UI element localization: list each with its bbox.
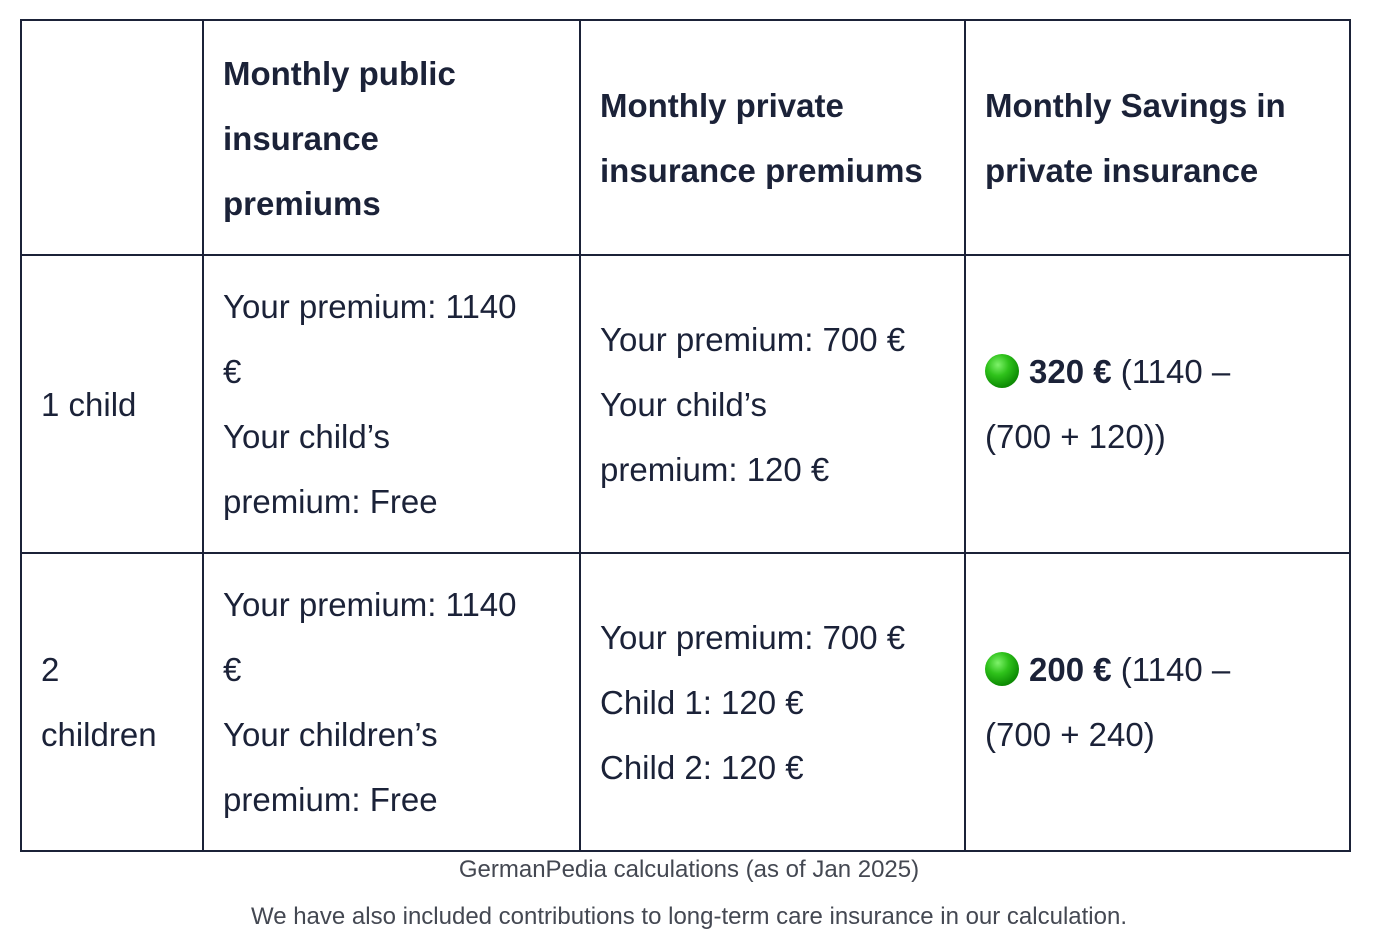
public-premium-line: Your premium: 1140 bbox=[223, 288, 517, 325]
green-circle-icon bbox=[985, 652, 1019, 686]
row-label-cell bbox=[21, 255, 203, 553]
premium-comparison-table-wrapper bbox=[20, 19, 1351, 852]
private-premium-line: Your premium: 700 € bbox=[600, 618, 906, 656]
header-savings-line: Monthly Savings in bbox=[985, 87, 1286, 124]
green-circle-icon bbox=[985, 354, 1019, 388]
row-label-line: 2 bbox=[41, 651, 60, 688]
table-caption-source: GermanPedia calculations (as of Jan 2025) bbox=[458, 856, 920, 883]
header-private-line: Monthly private bbox=[600, 87, 844, 124]
premium-comparison-table bbox=[20, 19, 1351, 852]
savings-cell bbox=[965, 255, 1350, 553]
savings-detail: (1140 – bbox=[1111, 651, 1231, 688]
private-premium-line: Your child’s bbox=[600, 385, 767, 423]
public-premium-cell bbox=[203, 255, 580, 553]
private-premium-line: Your premium: 700 € bbox=[600, 320, 906, 358]
public-premium-line: Your children’s bbox=[223, 716, 438, 753]
public-premium-cell bbox=[203, 553, 580, 851]
public-premium-line: Your premium: 1140 bbox=[223, 586, 517, 623]
header-monthly-savings bbox=[965, 20, 1350, 255]
savings-detail: (1140 – bbox=[1111, 353, 1231, 390]
public-premium-line: premium: Free bbox=[223, 483, 438, 520]
header-empty-cell bbox=[21, 20, 203, 255]
savings-amount: 200 € bbox=[1029, 651, 1112, 688]
header-private-line: insurance premiums bbox=[600, 152, 923, 189]
table-caption-note: We have also included contributions to long-term care insurance in our calculation. bbox=[250, 903, 1128, 930]
savings-line bbox=[985, 637, 1331, 702]
public-premium-line: € bbox=[223, 353, 242, 390]
savings-detail-line: (700 + 240) bbox=[985, 716, 1155, 753]
private-premium-cell bbox=[580, 255, 965, 553]
header-public-line: insurance bbox=[223, 119, 379, 157]
table-row bbox=[21, 255, 1350, 553]
savings-line bbox=[985, 339, 1331, 404]
header-private-premiums bbox=[580, 20, 965, 255]
header-savings-line: private insurance bbox=[985, 152, 1259, 189]
row-label-line: 1 child bbox=[41, 385, 137, 423]
public-premium-line: premium: Free bbox=[223, 781, 438, 818]
row-label-cell bbox=[21, 553, 203, 851]
private-premium-cell bbox=[580, 553, 965, 851]
public-premium-line: Your child’s bbox=[223, 418, 390, 455]
header-public-line: Monthly public bbox=[223, 54, 456, 92]
table-header-row bbox=[21, 20, 1350, 255]
header-public-line: premiums bbox=[223, 184, 381, 222]
table-row bbox=[21, 553, 1350, 851]
private-premium-line: Child 2: 120 € bbox=[600, 748, 804, 786]
savings-detail-line: (700 + 120)) bbox=[985, 418, 1166, 455]
private-premium-line: Child 1: 120 € bbox=[600, 683, 804, 721]
savings-amount: 320 € bbox=[1029, 353, 1112, 390]
header-public-premiums bbox=[203, 20, 580, 255]
row-label-line: children bbox=[41, 716, 157, 753]
private-premium-line: premium: 120 € bbox=[600, 450, 830, 488]
savings-cell bbox=[965, 553, 1350, 851]
public-premium-line: € bbox=[223, 651, 242, 688]
